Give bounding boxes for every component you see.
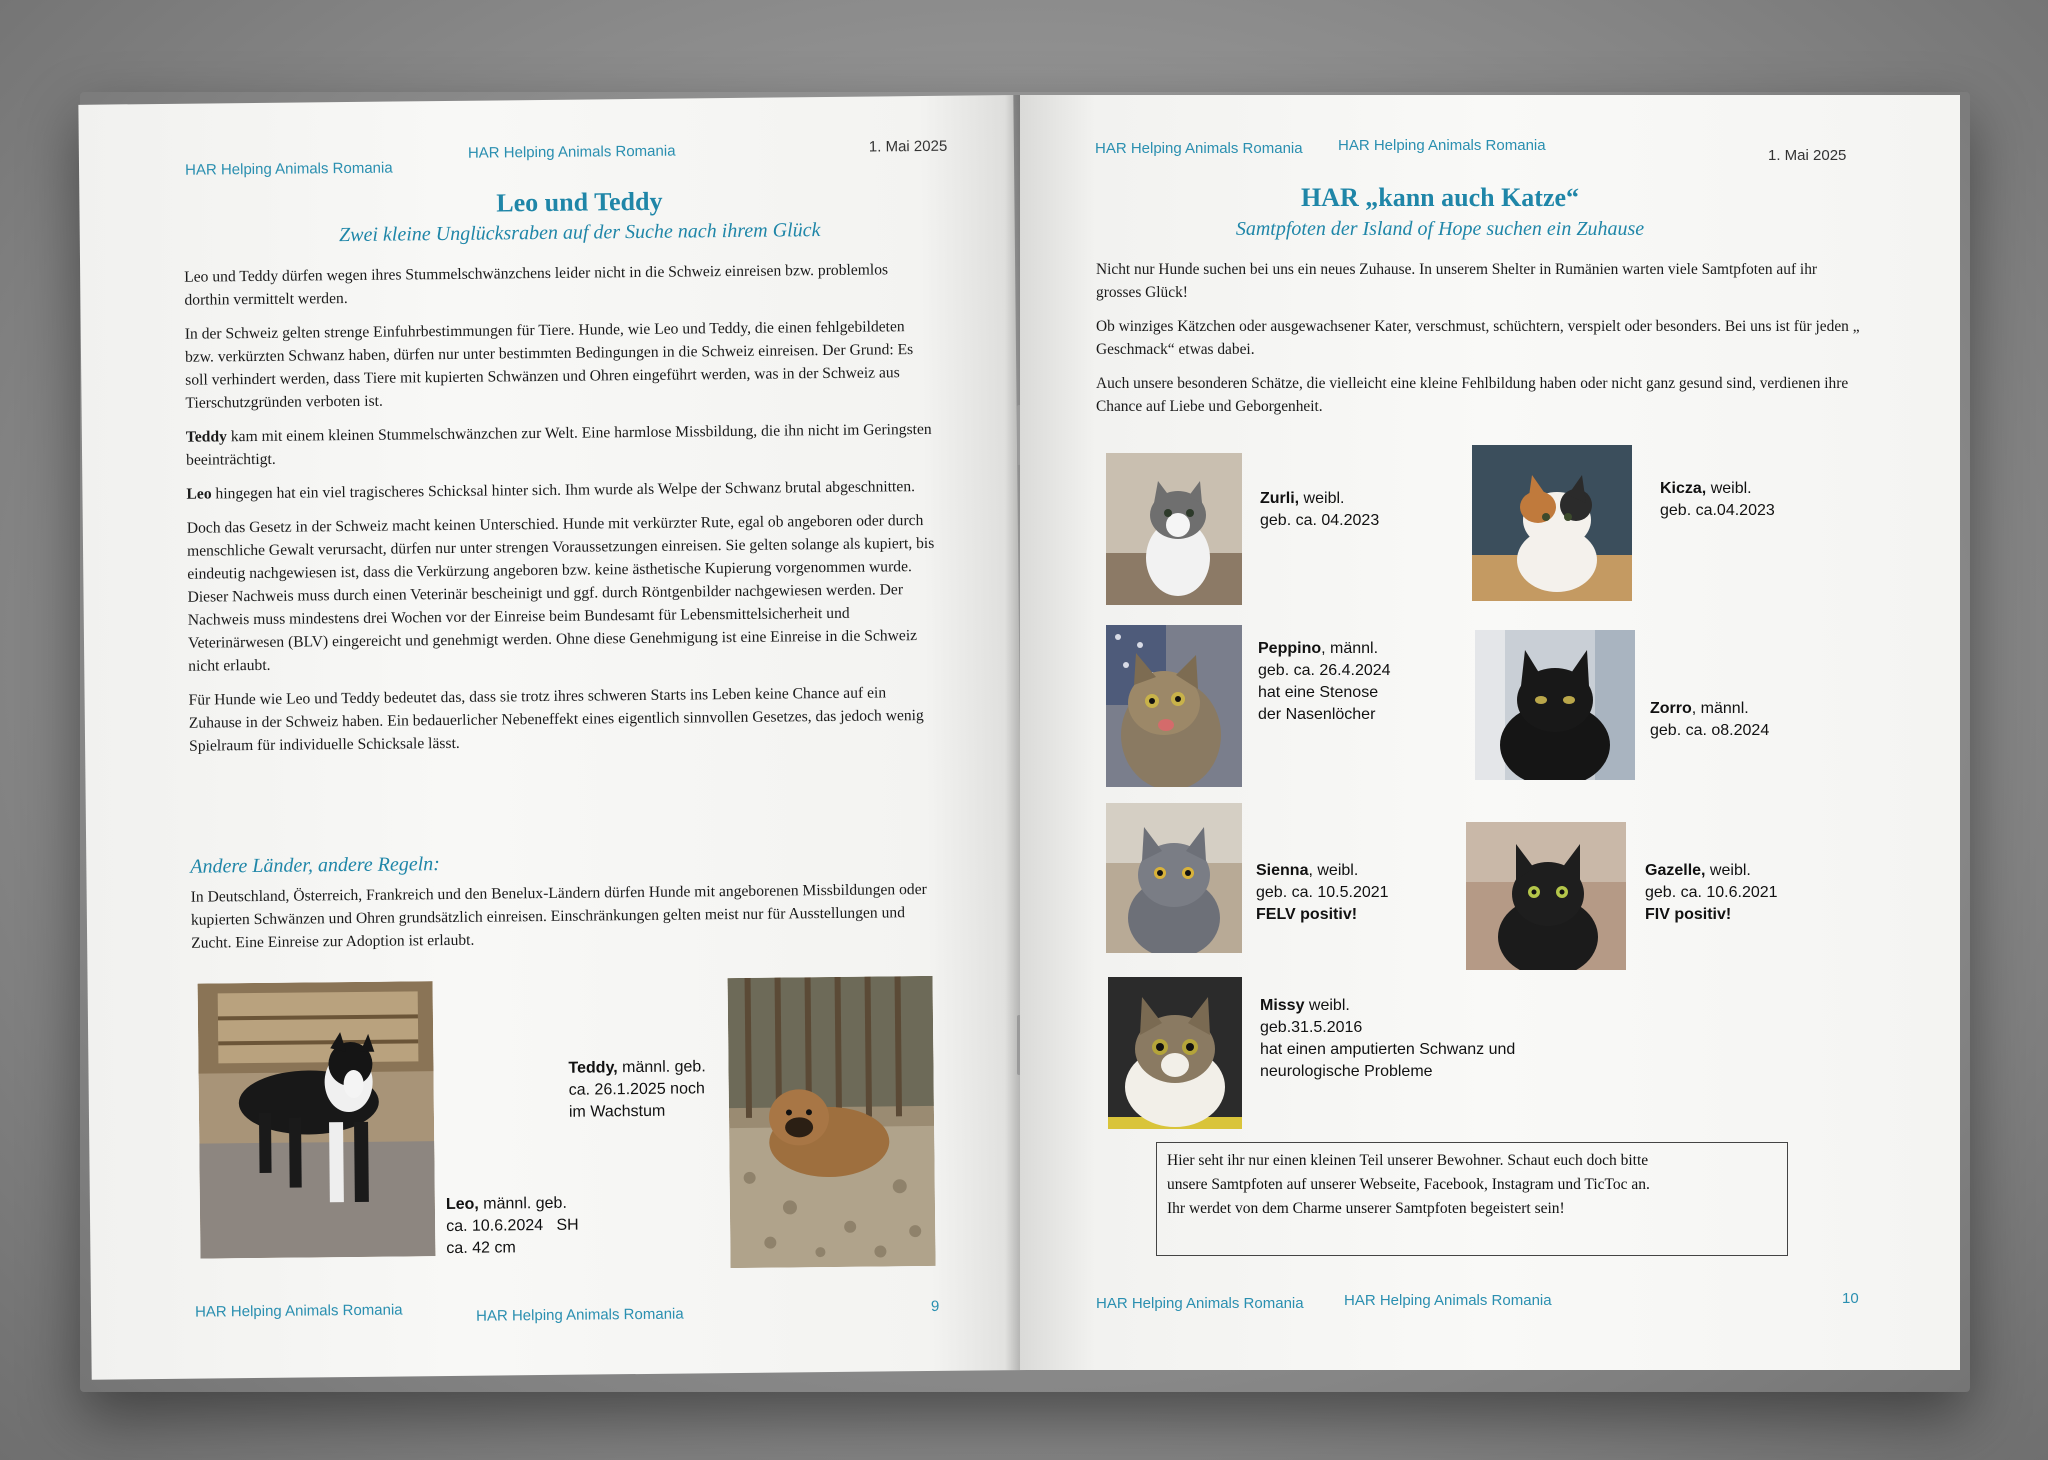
- page-number: 9: [930, 1297, 940, 1315]
- cat-name: Sienna: [1256, 862, 1309, 879]
- cat-sex: weibl.: [1705, 862, 1751, 879]
- cat-birth: geb. ca. 10.6.2021: [1645, 884, 1778, 901]
- cat-birth: geb.31.5.2016: [1260, 1019, 1363, 1036]
- leo-caption: [446, 1193, 579, 1260]
- cat-name: Missy: [1260, 997, 1305, 1014]
- peppino-caption: [1258, 638, 1391, 726]
- zorro-cat-image: [1475, 630, 1635, 780]
- cat-sex: weibl.: [1304, 997, 1350, 1014]
- footer-brand-secondary: HAR Helping Animals Romania: [475, 1305, 684, 1325]
- leo-text: hingegen hat ein viel tragischeres Schicksal hinter sich. Ihm wurde als Welpe der Schwanz brutal abgeschnitten.: [211, 478, 916, 503]
- cat-birth: geb. ca. 04.2023: [1260, 512, 1380, 529]
- teddy-birth: ca. 26.1.2025 noch: [568, 1080, 705, 1099]
- teddy-bold: Teddy: [185, 428, 227, 446]
- paragraph: Doch das Gesetz in der Schweiz macht keinen Unterschied. Hunde mit verkürzter Rute, egal ob angeboren oder durch menschliche Gewalt verursacht, dürfen nur unter strengen Voraussetzungen einreisen. Sie gelten solange als kupiert, bis eindeutig nachgewiesen ist, dass die Verkürzung angeboren bzw. keine ästhetische Kupierung vorgenommen wurde. Dieser Nachweis muss durch einen Veterinär bescheinigt und ggf. durch Röntgenbilder nachgewiesen werden. Der Nachweis muss mindestens drei Wochen vor der Einreise beim Bundesamt für Lebensmittelsicherheit und Veterinärwesen (BLV) eingereicht und genehmigt werden. Ohne diese Genehmigung ist eine Einreise in die Schweiz nicht erlaubt.: [186, 512, 935, 675]
- cat-note: hat eine Stenose: [1258, 684, 1379, 701]
- page-title: HAR „kann auch Katze“: [1300, 183, 1580, 212]
- footer-brand-secondary: HAR Helping Animals Romania: [1344, 1292, 1552, 1309]
- cat-sex: , weibl.: [1308, 862, 1359, 879]
- cat-note: neurologische Probleme: [1260, 1063, 1433, 1080]
- leo-birth: ca. 10.6.2024 SH: [446, 1216, 579, 1236]
- teddy-text: kam mit einem kleinen Stummelschwänzchen zur Welt. Eine harmlose Missbildung, die ihn nicht im Geringsten beeinträchtigt.: [186, 420, 932, 469]
- leo-size: ca. 42 cm: [446, 1239, 516, 1258]
- cat-note: der Nasenlöcher: [1258, 706, 1376, 723]
- sienna-cat-image: [1106, 803, 1242, 953]
- sienna-photo: [1106, 803, 1242, 953]
- cat-name: Peppino: [1258, 640, 1322, 657]
- paragraph: Auch unsere besonderen Schätze, die vielleicht eine kleine Fehlbildung haben oder nicht ganz gesund sind, verdienen ihre Chance auf Liebe und Geborgenheit.: [1096, 375, 1849, 415]
- peppino-photo: [1106, 625, 1242, 787]
- cat-name: Kicza,: [1660, 480, 1707, 497]
- header-date: 1. Mai 2025: [1768, 147, 1847, 164]
- header-date: 1. Mai 2025: [868, 137, 948, 156]
- missy-cat-image: [1108, 977, 1242, 1129]
- footer-brand: HAR Helping Animals Romania: [194, 1301, 403, 1321]
- section-heading: Andere Länder, andere Regeln:: [190, 853, 441, 878]
- paragraph: In der Schweiz gelten strenge Einfuhrbestimmungen für Tiere. Hunde, wie Leo und Teddy, die einen fehlgebildeten bzw. verkürzten Schwanz haben, dürfen nur unter bestimmten Bedingungen in die Schweiz einreisen. Der Grund: Es soll verhindert werden, dass Tiere mit kupierten Schwänzen und Ohren eingeführt werden, was in der Schweiz aus Tierschutzgründen verboten ist.: [184, 318, 914, 412]
- footer-brand: HAR Helping Animals Romania: [1096, 1295, 1304, 1312]
- info-box-line: Ihr werdet von dem Charme unserer Samtpfoten begeistert sein!: [1167, 1200, 1565, 1217]
- leo-sex: männl. geb.: [478, 1194, 567, 1213]
- cat-birth: geb. ca. 10.5.2021: [1256, 884, 1389, 901]
- teddy-dog-image: [728, 976, 936, 1268]
- kicza-photo: [1472, 445, 1632, 601]
- paragraph-leo: [186, 475, 938, 506]
- right-page: [1020, 95, 1960, 1370]
- cat-birth: geb. ca.04.2023: [1660, 502, 1775, 519]
- teddy-photo: [728, 976, 936, 1268]
- header-brand-secondary: HAR Helping Animals Romania: [1338, 137, 1546, 154]
- zorro-photo: [1475, 630, 1635, 780]
- kicza-cat-image: [1472, 445, 1632, 601]
- paragraph: Ob winziges Kätzchen oder ausgewachsener Kater, verschmust, schüchtern, verspielt oder besonders. Bei uns ist für jeden „ Geschmack“ etwas dabei.: [1096, 318, 1860, 358]
- teddy-name: Teddy,: [568, 1059, 618, 1077]
- cat-status: FIV positiv!: [1645, 906, 1732, 923]
- missy-caption: [1260, 995, 1515, 1083]
- page-title: Leo und Teddy: [496, 186, 663, 218]
- left-page: [78, 95, 1026, 1380]
- zurli-caption: [1260, 488, 1379, 532]
- kicza-caption: [1660, 478, 1775, 522]
- paragraph: Leo und Teddy dürfen wegen ihres Stummelschwänzchens leider nicht in die Schweiz einreisen bzw. problemlos dorthin vermittelt werden.: [184, 261, 889, 309]
- article-body: [184, 258, 941, 769]
- peppino-cat-image: [1106, 625, 1242, 787]
- leo-photo: [198, 981, 436, 1258]
- cat-sex: , männl.: [1321, 640, 1379, 657]
- header-brand: HAR Helping Animals Romania: [184, 159, 393, 179]
- teddy-caption: [568, 1056, 706, 1123]
- section-text: In Deutschland, Österreich, Frankreich und den Benelux-Ländern dürfen Hunde mit angeborenen Missbildungen oder kupierten Schwänzen und Ohren grundsätzlich einreisen. Einschränkungen gelten meist nur für Ausstellungen und Zucht. Eine Einreise zur Adoption ist erlaubt.: [190, 880, 927, 952]
- cat-sex: weibl.: [1299, 490, 1345, 507]
- cat-birth: geb. ca. 26.4.2024: [1258, 662, 1391, 679]
- info-box: [1156, 1142, 1788, 1256]
- gazelle-cat-image: [1466, 822, 1626, 970]
- cat-note: hat einen amputierten Schwanz und: [1260, 1041, 1516, 1058]
- cat-name: Gazelle,: [1645, 862, 1706, 879]
- paragraph: Nicht nur Hunde suchen bei uns ein neues Zuhause. In unserem Shelter in Rumänien warten viele Samtpfoten auf ihr grosses Glück!: [1096, 261, 1818, 301]
- sienna-caption: [1256, 860, 1389, 926]
- zurli-photo: [1106, 453, 1242, 605]
- zorro-caption: [1650, 698, 1769, 742]
- cat-sex: , männl.: [1691, 700, 1749, 717]
- header-brand-secondary: HAR Helping Animals Romania: [467, 142, 676, 162]
- leo-bold: Leo: [186, 485, 212, 503]
- cat-status: FELV positiv!: [1256, 906, 1358, 923]
- cat-name: Zorro: [1650, 700, 1692, 717]
- info-box-line: unsere Samtpfoten auf unserer Webseite, Facebook, Instagram und TicToc an.: [1167, 1176, 1650, 1193]
- gazelle-caption: [1645, 860, 1778, 926]
- leo-dog-image: [198, 981, 436, 1258]
- paragraph-teddy: [186, 418, 938, 472]
- page-subtitle: Samtpfoten der Island of Hope suchen ein Zuhause: [1235, 218, 1645, 240]
- teddy-sex: männl. geb.: [617, 1058, 706, 1077]
- cat-birth: geb. ca. o8.2024: [1650, 722, 1770, 739]
- teddy-note: im Wachstum: [568, 1102, 666, 1121]
- info-box-line: Hier seht ihr nur einen kleinen Teil unserer Bewohner. Schaut euch doch bitte: [1167, 1152, 1649, 1169]
- missy-photo: [1108, 977, 1242, 1129]
- cat-sex: weibl.: [1706, 480, 1752, 497]
- header-brand: HAR Helping Animals Romania: [1095, 140, 1303, 157]
- intro-body: [1096, 258, 1866, 429]
- page-subtitle: Zwei kleine Unglücksraben auf der Suche nach ihrem Glück: [338, 219, 821, 247]
- leo-name: Leo,: [445, 1195, 479, 1214]
- gazelle-photo: [1466, 822, 1626, 970]
- paragraph: Für Hunde wie Leo und Teddy bedeutet das, dass sie trotz ihres schweren Starts ins Leben keine Chance auf ein Zuhause in der Schweiz haben. Ein bedauerlicher Nebeneffekt eines eigentlich sinnvollen Gesetzes, das jedoch wenig Spielraum für individuelle Schicksale lässt.: [188, 684, 924, 755]
- zurli-cat-image: [1106, 453, 1242, 605]
- page-number: 10: [1842, 1290, 1859, 1307]
- cat-name: Zurli,: [1260, 490, 1300, 507]
